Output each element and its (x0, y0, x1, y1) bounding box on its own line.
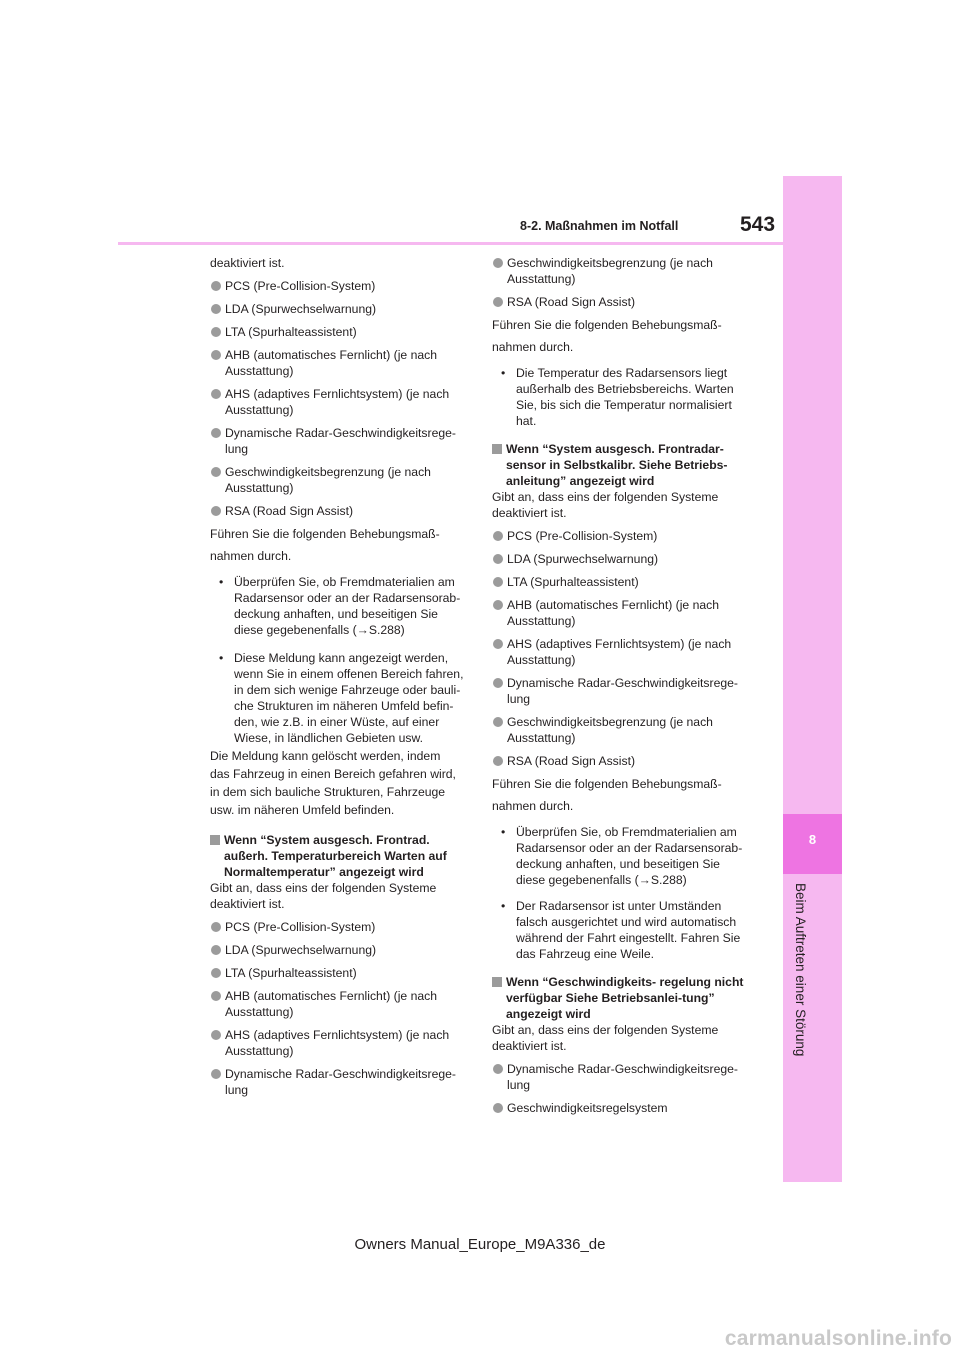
paragraph: Gibt an, dass eins der folgenden Systeme deaktiviert ist. (492, 490, 719, 520)
dot-marker-icon: • (501, 899, 506, 913)
list-item: LDA (Spurwechselwarnung) (492, 551, 752, 567)
bullet-icon (493, 1103, 503, 1113)
paragraph: das Fahrzeug in einen Bereich gefahren wird, (210, 767, 456, 781)
list-item: Dynamische Radar-Geschwindigkeitsrege-lung (210, 425, 470, 457)
sub-item: • Der Radarsensor ist unter Umständen falsch ausgerichtet und wird automatisch während der Fahrt eingestellt. Fahren Sie das Fahrzeug eine Weile. (501, 899, 741, 961)
list-item: PCS (Pre-Collision-System) (210, 278, 470, 294)
paragraph: Führen Sie die folgenden Behebungsmaß- (210, 527, 440, 541)
bullet-icon (493, 678, 503, 688)
section-heading: Wenn “System ausgesch. Frontradar-sensor in Selbstkalibr. Siehe Betriebs-anleitung” angezeigt wird (492, 441, 752, 489)
list-item: Dynamische Radar-Geschwindigkeitsrege-lung (492, 675, 752, 707)
dot-marker-icon: • (219, 651, 224, 665)
list-item: RSA (Road Sign Assist) (492, 753, 752, 769)
list-item: AHB (automatisches Fernlicht) (je nach Ausstattung) (210, 988, 470, 1020)
dot-marker-icon: • (501, 366, 506, 380)
list-item: AHB (automatisches Fernlicht) (je nach Ausstattung) (210, 347, 470, 379)
paragraph: Führen Sie die folgenden Behebungsmaß- (492, 318, 722, 332)
list-item: AHS (adaptives Fernlichtsystem) (je nach Ausstattung) (210, 1027, 470, 1059)
dot-marker-icon: • (501, 825, 506, 839)
bullet-icon (493, 297, 503, 307)
list-item: PCS (Pre-Collision-System) (492, 528, 752, 544)
list-item: Geschwindigkeitsbegrenzung (je nach Ausstattung) (492, 714, 752, 746)
paragraph: nahmen durch. (492, 340, 574, 354)
bullet-icon (211, 350, 221, 360)
list-item: Geschwindigkeitsregelsystem (492, 1100, 752, 1116)
bullet-icon (493, 1064, 503, 1074)
square-bullet-icon (492, 444, 502, 454)
list-item: LTA (Spurhalteassistent) (210, 965, 470, 981)
paragraph: nahmen durch. (210, 549, 292, 563)
list-item: RSA (Road Sign Assist) (210, 503, 470, 519)
watermark: carmanualsonline.info (724, 1327, 952, 1350)
list-item: LDA (Spurwechselwarnung) (210, 942, 470, 958)
paragraph: Gibt an, dass eins der folgenden Systeme deaktiviert ist. (492, 1023, 719, 1053)
list-item: LTA (Spurhalteassistent) (210, 324, 470, 340)
bullet-icon (211, 991, 221, 1001)
dot-marker-icon: • (219, 575, 224, 589)
list-item: Dynamische Radar-Geschwindigkeitsrege-lung (210, 1066, 470, 1098)
bullet-icon (211, 968, 221, 978)
list-item: PCS (Pre-Collision-System) (210, 919, 470, 935)
bullet-icon (211, 281, 221, 291)
sub-item: • Die Temperatur des Radarsensors liegt außerhalb des Betriebsbereichs. Warten Sie, bis sich die Temperatur normalisiert hat. (501, 366, 734, 428)
right-column (492, 255, 752, 1123)
list-item: RSA (Road Sign Assist) (492, 294, 752, 310)
section-heading: Wenn “System ausgesch. Frontrad. außerh. Temperaturbereich Warten auf Normaltemperatur” angezeigt wird (210, 832, 470, 880)
paragraph: Gibt an, dass eins der folgenden Systeme deaktiviert ist. (210, 881, 437, 911)
square-bullet-icon (210, 835, 220, 845)
list-item: Geschwindigkeitsbegrenzung (je nach Ausstattung) (210, 464, 470, 496)
sub-item: • Überprüfen Sie, ob Fremdmaterialien am Radarsensor oder an der Radarsensorab-deckung anhaften, und beseitigen Sie diese gegebenenfalls (→S.288) (501, 825, 743, 887)
paragraph: Die Meldung kann gelöscht werden, indem (210, 749, 441, 763)
bullet-icon (211, 327, 221, 337)
bullet-icon (493, 554, 503, 564)
bullet-icon (493, 577, 503, 587)
sub-item: • Überprüfen Sie, ob Fremdmaterialien am Radarsensor oder an der Radarsensorab-deckung anhaften, und beseitigen Sie diese gegebenenfalls (→S.288) (219, 575, 461, 637)
list-item: LDA (Spurwechselwarnung) (210, 301, 470, 317)
bullet-icon (493, 639, 503, 649)
footer-text: Owners Manual_Europe_M9A336_de (354, 1236, 606, 1253)
bullet-icon (493, 600, 503, 610)
bullet-icon (211, 922, 221, 932)
paragraph: usw. im näheren Umfeld befinden. (210, 803, 395, 817)
bullet-icon (211, 1069, 221, 1079)
list-item: Geschwindigkeitsbegrenzung (je nach Ausstattung) (492, 255, 752, 287)
bullet-icon (211, 467, 221, 477)
page-number: 543 (740, 213, 776, 236)
bullet-icon (211, 389, 221, 399)
header-rule (118, 242, 783, 245)
list-item: AHS (adaptives Fernlichtsystem) (je nach Ausstattung) (492, 636, 752, 668)
paragraph: Führen Sie die folgenden Behebungsmaß- (492, 777, 722, 791)
paragraph: deaktiviert ist. (210, 256, 285, 270)
bullet-icon (211, 945, 221, 955)
section-title: 8-2. Maßnahmen im Notfall (520, 219, 679, 233)
bullet-icon (211, 506, 221, 516)
bullet-icon (493, 258, 503, 268)
list-item: LTA (Spurhalteassistent) (492, 574, 752, 590)
list-item: Dynamische Radar-Geschwindigkeitsrege-lung (492, 1061, 752, 1093)
paragraph: in dem sich bauliche Strukturen, Fahrzeuge (210, 785, 446, 799)
section-heading: Wenn “Geschwindigkeits- regelung nicht verfügbar Siehe Betriebsanlei-tung” angezeigt wird (492, 974, 752, 1022)
bullet-icon (211, 428, 221, 438)
chapter-title: Beim Auftreten einer Störung (793, 883, 808, 1057)
paragraph: nahmen durch. (492, 799, 574, 813)
bullet-icon (493, 756, 503, 766)
sub-item: • Diese Meldung kann angezeigt werden, wenn Sie in einem offenen Bereich fahren, in dem sich wenige Fahrzeuge oder bauli-che Strukturen im näheren Umfeld befin-den, wie z.B. in einer Wüste, auf einer Wiese, in ländlichen Gebieten usw. (219, 651, 464, 745)
bullet-icon (493, 531, 503, 541)
left-column (210, 255, 470, 1105)
bullet-icon (211, 304, 221, 314)
list-item: AHS (adaptives Fernlichtsystem) (je nach Ausstattung) (210, 386, 470, 418)
square-bullet-icon (492, 977, 502, 987)
bullet-icon (493, 717, 503, 727)
list-item: AHB (automatisches Fernlicht) (je nach Ausstattung) (492, 597, 752, 629)
chapter-number: 8 (808, 832, 817, 847)
bullet-icon (211, 1030, 221, 1040)
